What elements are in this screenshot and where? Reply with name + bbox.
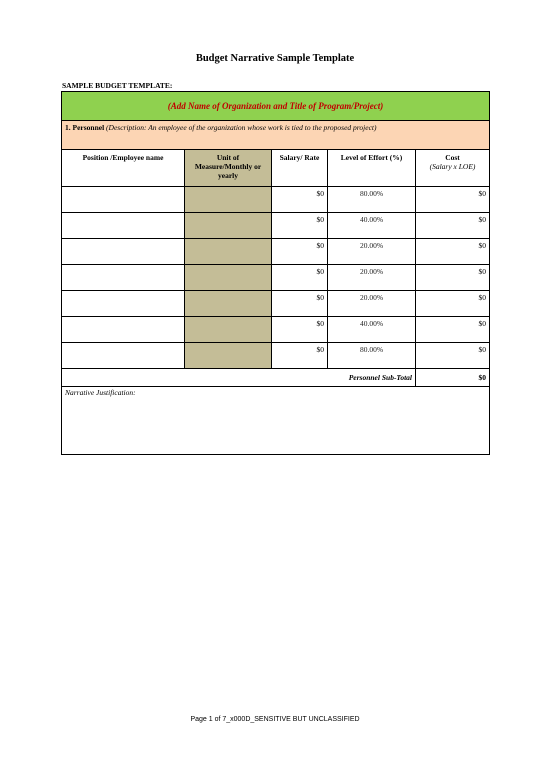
document-title: Budget Narrative Sample Template: [195, 53, 355, 64]
section-header: [62, 121, 490, 150]
effort-cell[interactable]: 80.00%: [328, 343, 416, 369]
position-cell[interactable]: [62, 343, 185, 369]
effort-cell[interactable]: 80.00%: [328, 187, 416, 213]
salary-cell[interactable]: $0: [272, 239, 328, 265]
table-row: [62, 343, 490, 369]
section-description: (Description: An employee of the organization whose work is tied to the proposed project): [104, 123, 377, 132]
subtotal-value: $0: [416, 369, 490, 387]
unit-cell[interactable]: [185, 239, 272, 265]
column-header-row: [62, 150, 490, 187]
header-salary: Salary/ Rate: [272, 150, 328, 187]
cost-cell: $0: [416, 265, 490, 291]
unit-cell[interactable]: [185, 213, 272, 239]
subtotal-label: Personnel Sub-Total: [62, 369, 416, 387]
position-cell[interactable]: [62, 317, 185, 343]
effort-cell[interactable]: 40.00%: [328, 317, 416, 343]
position-cell[interactable]: [62, 213, 185, 239]
effort-cell[interactable]: 20.00%: [328, 239, 416, 265]
header-position: Position /Employee name: [62, 150, 185, 187]
section-title: 1. Personnel: [65, 123, 105, 132]
cost-cell: $0: [416, 213, 490, 239]
organization-banner-row: [62, 92, 490, 121]
cost-cell: $0: [416, 317, 490, 343]
header-unit: Unit of Measure/Monthly or yearly: [185, 150, 272, 187]
page-footer: Page 1 of 7_x000D_SENSITIVE BUT UNCLASSIFIED: [190, 716, 360, 723]
table-row: [62, 317, 490, 343]
effort-cell[interactable]: 20.00%: [328, 291, 416, 317]
header-cost: [416, 150, 490, 187]
cost-cell: $0: [416, 291, 490, 317]
salary-cell[interactable]: $0: [272, 317, 328, 343]
organization-banner[interactable]: (Add Name of Organization and Title of Program/Project): [62, 92, 490, 121]
header-cost-label: Cost: [445, 153, 460, 162]
position-cell[interactable]: [62, 187, 185, 213]
unit-cell[interactable]: [185, 317, 272, 343]
narrative-justification-field[interactable]: Narrative Justification:: [62, 387, 490, 455]
salary-cell[interactable]: $0: [272, 343, 328, 369]
cost-cell: $0: [416, 239, 490, 265]
section-header-row: [62, 121, 490, 150]
table-row: [62, 187, 490, 213]
salary-cell[interactable]: $0: [272, 213, 328, 239]
position-cell[interactable]: [62, 291, 185, 317]
subtotal-row: [62, 369, 490, 387]
personnel-budget-table: [61, 91, 490, 455]
table-row: [62, 291, 490, 317]
salary-cell[interactable]: $0: [272, 187, 328, 213]
position-cell[interactable]: [62, 239, 185, 265]
unit-cell[interactable]: [185, 187, 272, 213]
table-row: [62, 213, 490, 239]
cost-cell: $0: [416, 187, 490, 213]
unit-cell[interactable]: [185, 265, 272, 291]
salary-cell[interactable]: $0: [272, 265, 328, 291]
unit-cell[interactable]: [185, 291, 272, 317]
effort-cell[interactable]: 40.00%: [328, 213, 416, 239]
header-effort: Level of Effort (%): [328, 150, 416, 187]
cost-cell: $0: [416, 343, 490, 369]
table-row: [62, 239, 490, 265]
table-row: [62, 265, 490, 291]
header-cost-formula: (Salary x LOE): [429, 162, 476, 171]
narrative-row: [62, 387, 490, 455]
salary-cell[interactable]: $0: [272, 291, 328, 317]
unit-cell[interactable]: [185, 343, 272, 369]
template-label: SAMPLE BUDGET TEMPLATE:: [62, 81, 173, 90]
position-cell[interactable]: [62, 265, 185, 291]
effort-cell[interactable]: 20.00%: [328, 265, 416, 291]
